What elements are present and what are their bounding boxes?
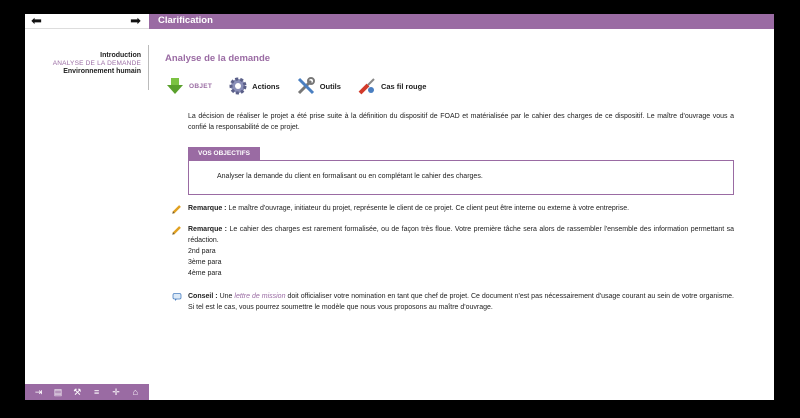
page-title: Clarification <box>158 15 213 26</box>
remark-block <box>172 203 734 214</box>
remark-text: Le maître d'ouvrage, initiateur du projet, représente le client de ce projet. Ce client peut être interne ou externe à votre entreprise. <box>228 205 630 212</box>
arrow-right-icon[interactable]: ➡ <box>130 13 141 28</box>
menu-item-introduction[interactable]: Introduction <box>100 52 141 59</box>
wrench-icon[interactable]: ⚒ <box>73 387 82 397</box>
tab-cas-fil-rouge[interactable] <box>357 76 426 96</box>
conseil-text-after: doit officialiser votre nomination en tant que chef de projet. Ce document n'est pas nécessairement d'usage courant au sein de votre organisme. Si tel est le cas, vous pourrez soumettre le modèle que nous vous proposons au maître d'ouvrage. <box>188 293 734 311</box>
paragraph-line: 4ème para <box>188 270 222 277</box>
home-icon[interactable]: ⌂ <box>132 387 139 397</box>
menu-item-environnement[interactable]: Environnement humain <box>63 68 141 75</box>
tab-label-cas-fil-rouge: Cas fil rouge <box>380 81 427 91</box>
gear-icon <box>228 76 248 96</box>
move-icon[interactable]: ✛ <box>112 387 120 397</box>
tab-label-actions: Actions <box>252 81 280 91</box>
mission-letter-link[interactable]: lettre de mission <box>234 293 286 300</box>
tree-icon[interactable]: ≡ <box>94 387 100 397</box>
remark-block <box>172 224 734 279</box>
app-frame <box>25 14 774 400</box>
objectives-title: VOS OBJECTIFS <box>188 147 260 160</box>
intro-paragraph: La décision de réaliser le projet a été prise suite à la définition du dispositif de FOAD et matérialisée par le cahier des charges de ce dispositif. Le maître d'ouvrage vous a confié la responsabilité de ce projet. <box>188 113 734 131</box>
title-bar <box>149 14 774 29</box>
conseil-label: Conseil : <box>188 293 218 300</box>
objectives-text: Analyser la demande du client en formalisant ou en complétant le cahier des charges. <box>217 173 483 180</box>
bottom-toolbar <box>25 384 149 400</box>
pencil-icon <box>172 225 182 235</box>
arrow-left-icon[interactable]: ⬅ <box>31 13 42 28</box>
exit-icon[interactable]: ⇥ <box>34 387 43 397</box>
left-menu <box>25 52 141 76</box>
book-icon[interactable]: ▤ <box>53 387 63 397</box>
remark-text: Le cahier des charges est rarement formalisée, ou de façon très floue. Votre première tâche sera alors de rassembler l'ensemble des information permettant sa rédaction. <box>188 226 734 244</box>
tools-icon <box>296 76 316 96</box>
tab-label-objet: OBJET <box>189 82 213 90</box>
screwdriver-icon <box>357 76 377 96</box>
remark-label: Remarque : <box>188 205 227 212</box>
menu-divider <box>148 45 149 90</box>
conseil-text-before: Une <box>219 293 233 300</box>
remark-label: Remarque : <box>188 226 228 233</box>
pencil-icon <box>172 204 182 214</box>
tab-bar <box>165 76 442 96</box>
tab-objet[interactable] <box>165 76 212 96</box>
tab-actions[interactable] <box>228 76 280 96</box>
paragraph-line: 2nd para <box>188 248 216 255</box>
tab-label-outils: Outils <box>319 81 341 91</box>
speech-bubble-icon <box>172 292 182 302</box>
down-arrow-icon <box>165 76 185 96</box>
conseil-block <box>172 291 734 313</box>
objectives-panel <box>188 142 734 195</box>
tab-outils[interactable] <box>296 76 341 96</box>
section-title: Analyse de la demande <box>165 53 271 64</box>
paragraph-line: 3ème para <box>188 259 222 266</box>
menu-item-analyse[interactable]: ANALYSE DE LA DEMANDE <box>52 60 141 67</box>
navigation-arrows <box>25 14 149 29</box>
objectives-box <box>188 160 734 195</box>
